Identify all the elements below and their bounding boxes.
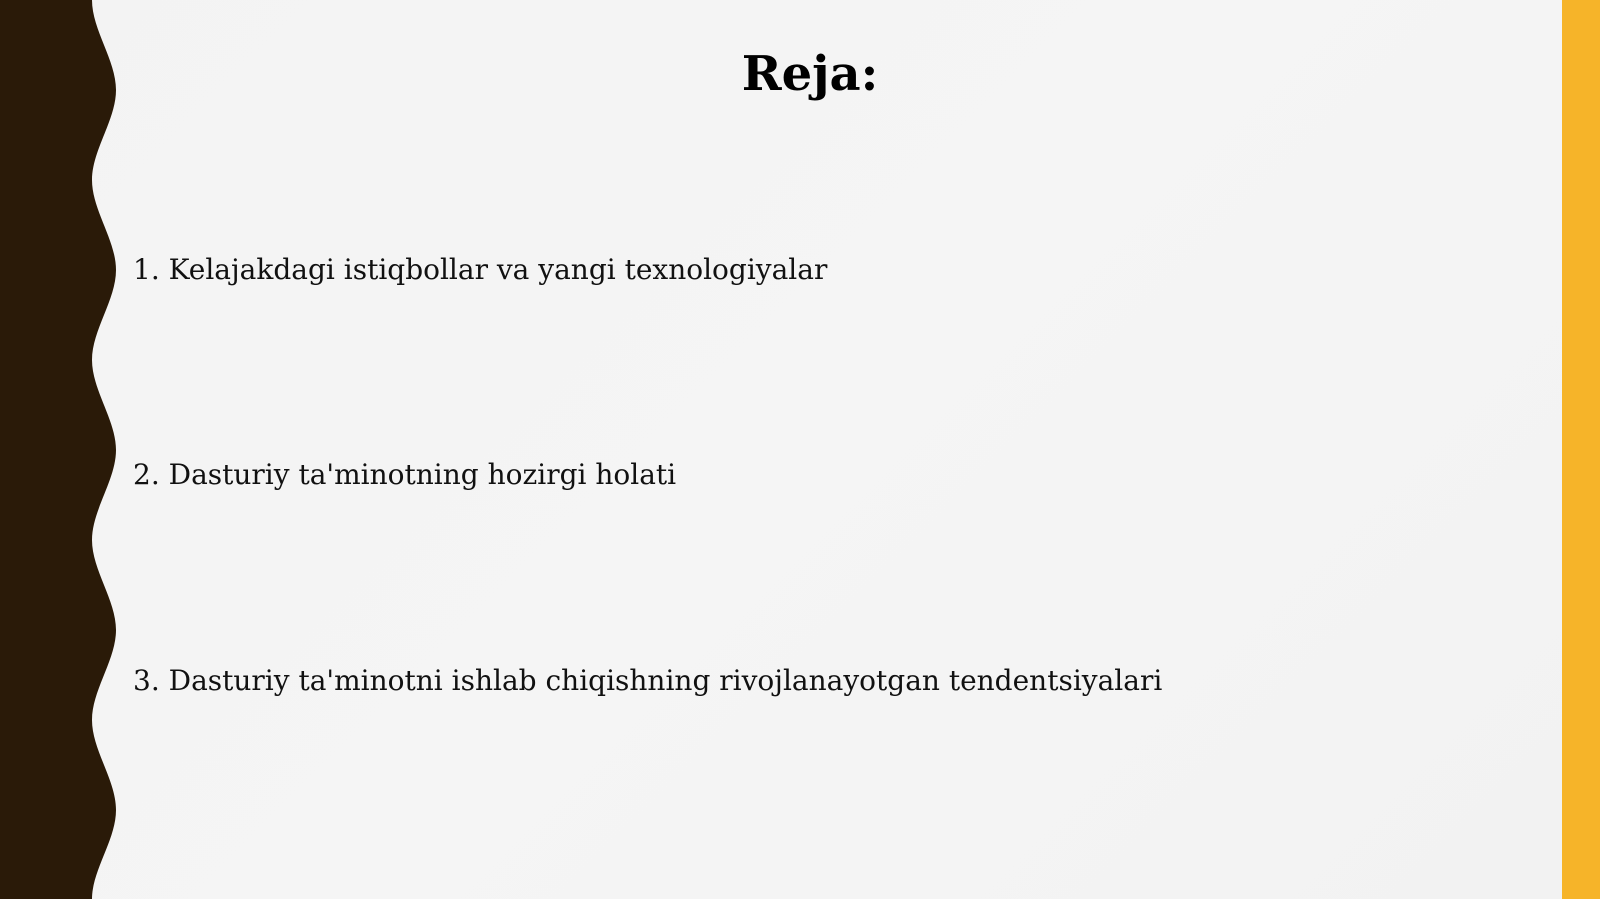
- slide-title: Reja:: [741, 46, 879, 102]
- plan-item-2: 2. Dasturiy ta'minotning hozirgi holati: [133, 458, 677, 491]
- right-accent-bar: [1562, 0, 1600, 899]
- plan-item-1: 1. Kelajakdagi istiqbollar va yangi texnologiyalar: [133, 253, 828, 286]
- plan-item-3: 3. Dasturiy ta'minotni ishlab chiqishning rivojlanayotgan tendentsiyalari: [133, 664, 1163, 697]
- left-wave-border: [0, 0, 130, 899]
